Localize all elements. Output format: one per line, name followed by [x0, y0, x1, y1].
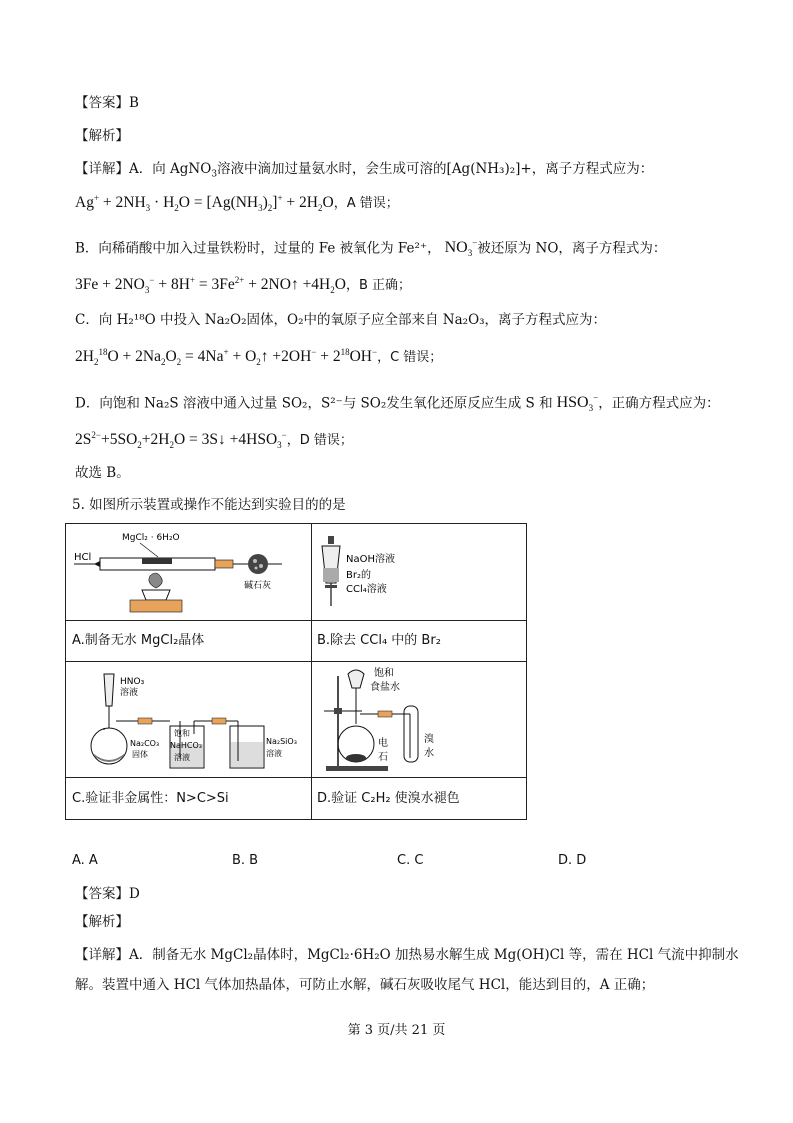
fig-c-sat-label: 饱和	[174, 729, 190, 738]
fig-c-na2co3-label: Na₂CO₃	[130, 739, 160, 748]
q4-answer: 【答案】B	[75, 95, 139, 111]
fig-b-ccl4-label: CCl₄溶液	[346, 584, 387, 595]
q4-detail-a: 【详解】A．向 AgNO$_3$溶液中滴加过量氨水时，会生成可溶的[Ag(NH₃)₂]+，离子方程式应为：	[75, 161, 654, 180]
equation-c: $2H_2^{18}O + 2Na_2O_2 = 4Na^+$ + $O_2↑ +2OH^- + 2^{18}OH^-$，C 错误；	[75, 346, 443, 368]
apparatus-table	[65, 523, 527, 820]
equation-b: $3Fe + 2NO_3^- + 8H^+ = 3Fe^{2+}$ + 2NO↑ $+4H_2O$，B 正确；	[75, 274, 412, 296]
fig-d-sat-label: 饱和	[374, 668, 394, 679]
figure-c-acidity-apparatus	[70, 666, 308, 774]
q5-answer: 【答案】D	[75, 886, 140, 902]
option-c: C. C	[397, 853, 424, 868]
fig-d-brine-label: 食盐水	[370, 682, 400, 693]
fig-b-br2-label: Br₂的	[346, 570, 371, 581]
page-footer: 第 3 页/共 21 页	[347, 1023, 446, 1038]
fig-c-solid-label: 固体	[132, 750, 148, 759]
figure-d-acetylene-apparatus	[316, 666, 521, 774]
option-d: D. D	[558, 853, 587, 868]
equation-b-verdict: ，B 正确；	[345, 278, 412, 293]
q4-detail-b: B．向稀硝酸中加入过量铁粉时，过量的 Fe 被氧化为 Fe²⁺， $NO_3^-$被还原为 NO，离子方程式为：	[75, 238, 667, 259]
option-a: A. A	[72, 853, 98, 868]
fig-d-stone-label: 石	[378, 752, 388, 763]
figure-a-dehydration-apparatus	[70, 528, 308, 618]
cell-a-caption: A.制备无水 MgCl₂晶体	[72, 633, 205, 648]
q5-stem: 5. 如图所示装置或操作不能达到实验目的的是	[72, 497, 346, 513]
equation-a-verdict: ，A 错误；	[333, 196, 399, 211]
fig-c-hno3-label: HNO₃	[120, 677, 145, 687]
equation-c-verdict: ，C 错误；	[377, 350, 443, 365]
equation-d-verdict: ，D 错误；	[286, 433, 353, 448]
q5-detail-line-1: 【详解】A．制备无水 MgCl₂晶体时，MgCl₂·6H₂O 加热易水解生成 Mg(OH)Cl 等，需在 HCl 气流中抑制水	[75, 947, 739, 963]
q4-conclusion: 故选 B。	[75, 465, 130, 481]
fig-a-salt-label: MgCl₂ · 6H₂O	[122, 533, 180, 543]
q4-detail-d: D．向饱和 Na₂S 溶液中通入过量 SO₂，S²⁻与 SO₂发生氧化还原反应生成 S 和 $HSO_3^-$，正确方程式应为：	[75, 393, 720, 414]
fig-d-water-label: 水	[424, 748, 434, 759]
q5-detail-line-2: 解。装置中通入 HCl 气体加热晶体，可防止水解，碱石灰吸收尾气 HCl，能达到目的，A 正确；	[75, 977, 655, 993]
cell-c-caption: C.验证非金属性：N>C>Si	[72, 791, 229, 806]
fig-c-sol-label: 溶液	[174, 753, 190, 762]
q4-detail-c: C．向 H₂¹⁸O 中投入 Na₂O₂固体，O₂中的氧原子应全部来自 Na₂O₃，离子方程式应为：	[75, 312, 607, 328]
fig-d-br-label: 溴	[424, 734, 434, 745]
q5-analysis-label: 【解析】	[75, 914, 129, 930]
fig-c-sol2-label: 溶液	[266, 749, 282, 758]
equation-d: $2S^{2-}+5SO_2+2H_2O$ = 3S↓ $+4HSO_3^-$，D 错误；	[75, 429, 353, 451]
fig-c-hno3-sol-label: 溶液	[120, 688, 139, 698]
equation-a: $Ag^+ + 2NH_3 \cdot H_2O = [Ag(NH_3)_2]^+ + 2H_2O$，A 错误；	[75, 192, 399, 214]
fig-c-nahco3-label: NaHCO₃	[170, 741, 202, 750]
fig-b-naoh-label: NaOH溶液	[346, 554, 395, 565]
fig-a-hcl-label: HCl	[74, 552, 92, 563]
fig-d-e-label: 电	[378, 738, 388, 749]
fig-a-lime-label: 碱石灰	[244, 581, 272, 591]
fig-c-na2sio3-label: Na₂SiO₃	[266, 737, 297, 746]
cell-d-caption: D.验证 C₂H₂ 使溴水褪色	[317, 791, 460, 806]
cell-b-caption: B.除去 CCl₄ 中的 Br₂	[317, 633, 441, 648]
q4-analysis-label: 【解析】	[75, 128, 129, 144]
option-b: B. B	[232, 853, 259, 868]
figure-b-separatory-funnel	[316, 528, 521, 618]
